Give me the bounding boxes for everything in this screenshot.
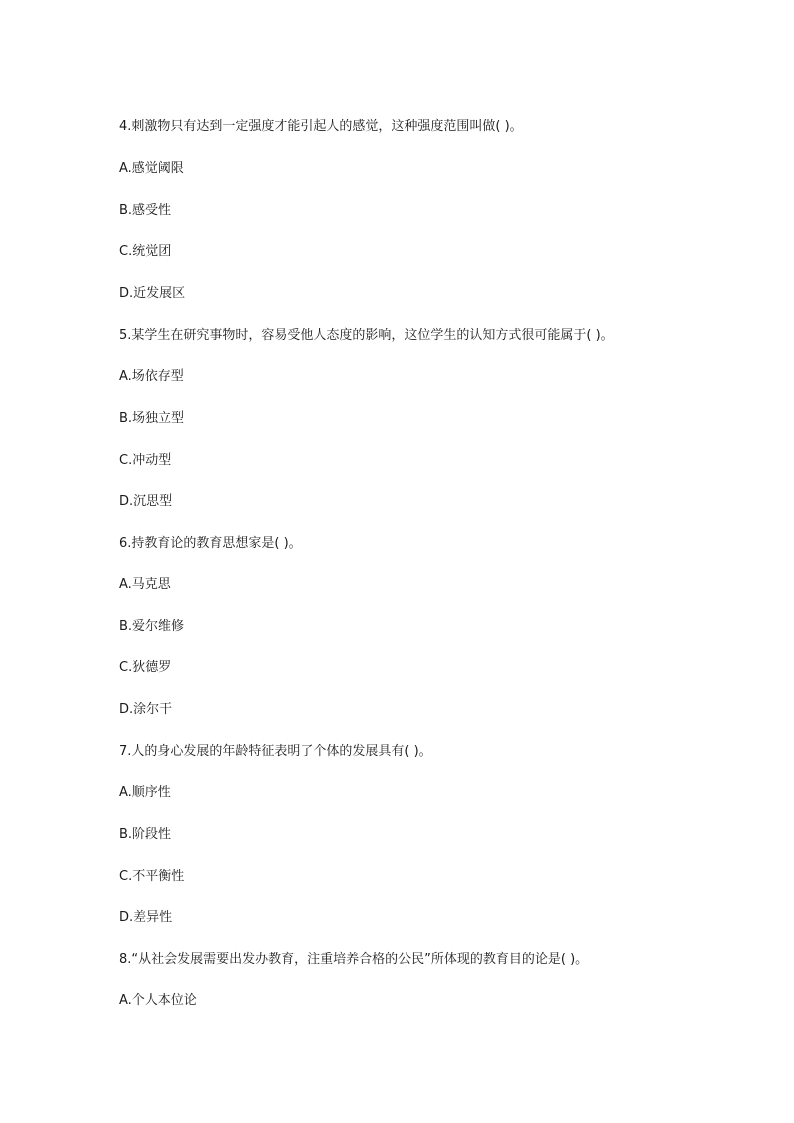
question-6-option-b: B.爱尔维修 <box>119 619 185 634</box>
question-4-option-b: B.感受性 <box>119 203 172 218</box>
question-6-stem: 6.持教育论的教育思想家是( )。 <box>119 536 302 551</box>
question-4-stem: 4.刺激物只有达到一定强度才能引起人的感觉，这种强度范围叫做( )。 <box>119 119 523 134</box>
question-7-option-c: C.不平衡性 <box>119 869 185 884</box>
question-7-stem: 7.人的身心发展的年龄特征表明了个体的发展具有( )。 <box>119 744 432 759</box>
question-7-option-d: D.差异性 <box>119 910 173 925</box>
question-6-option-a: A.马克思 <box>119 577 171 592</box>
question-7-option-b: B.阶段性 <box>119 827 172 842</box>
question-5-stem: 5.某学生在研究事物时，容易受他人态度的影响，这位学生的认知方式很可能属于( )。 <box>119 328 614 343</box>
question-5-option-d: D.沉思型 <box>119 494 173 509</box>
question-8-option-a: A.个人本位论 <box>119 993 197 1008</box>
question-5-option-c: C.冲动型 <box>119 453 172 468</box>
question-6-option-d: D.涂尔干 <box>119 702 173 717</box>
question-7-option-a: A.顺序性 <box>119 785 171 800</box>
question-5-option-a: A.场依存型 <box>119 369 184 384</box>
question-6-option-c: C.狄德罗 <box>119 660 172 675</box>
question-8-stem: 8.“从社会发展需要出发办教育，注重培养合格的公民”所体现的教育目的论是( )。 <box>119 952 589 967</box>
question-4-option-d: D.近发展区 <box>119 286 186 301</box>
question-4-option-c: C.统觉团 <box>119 244 172 259</box>
question-5-option-b: B.场独立型 <box>119 411 185 426</box>
question-4-option-a: A.感觉阈限 <box>119 161 184 176</box>
